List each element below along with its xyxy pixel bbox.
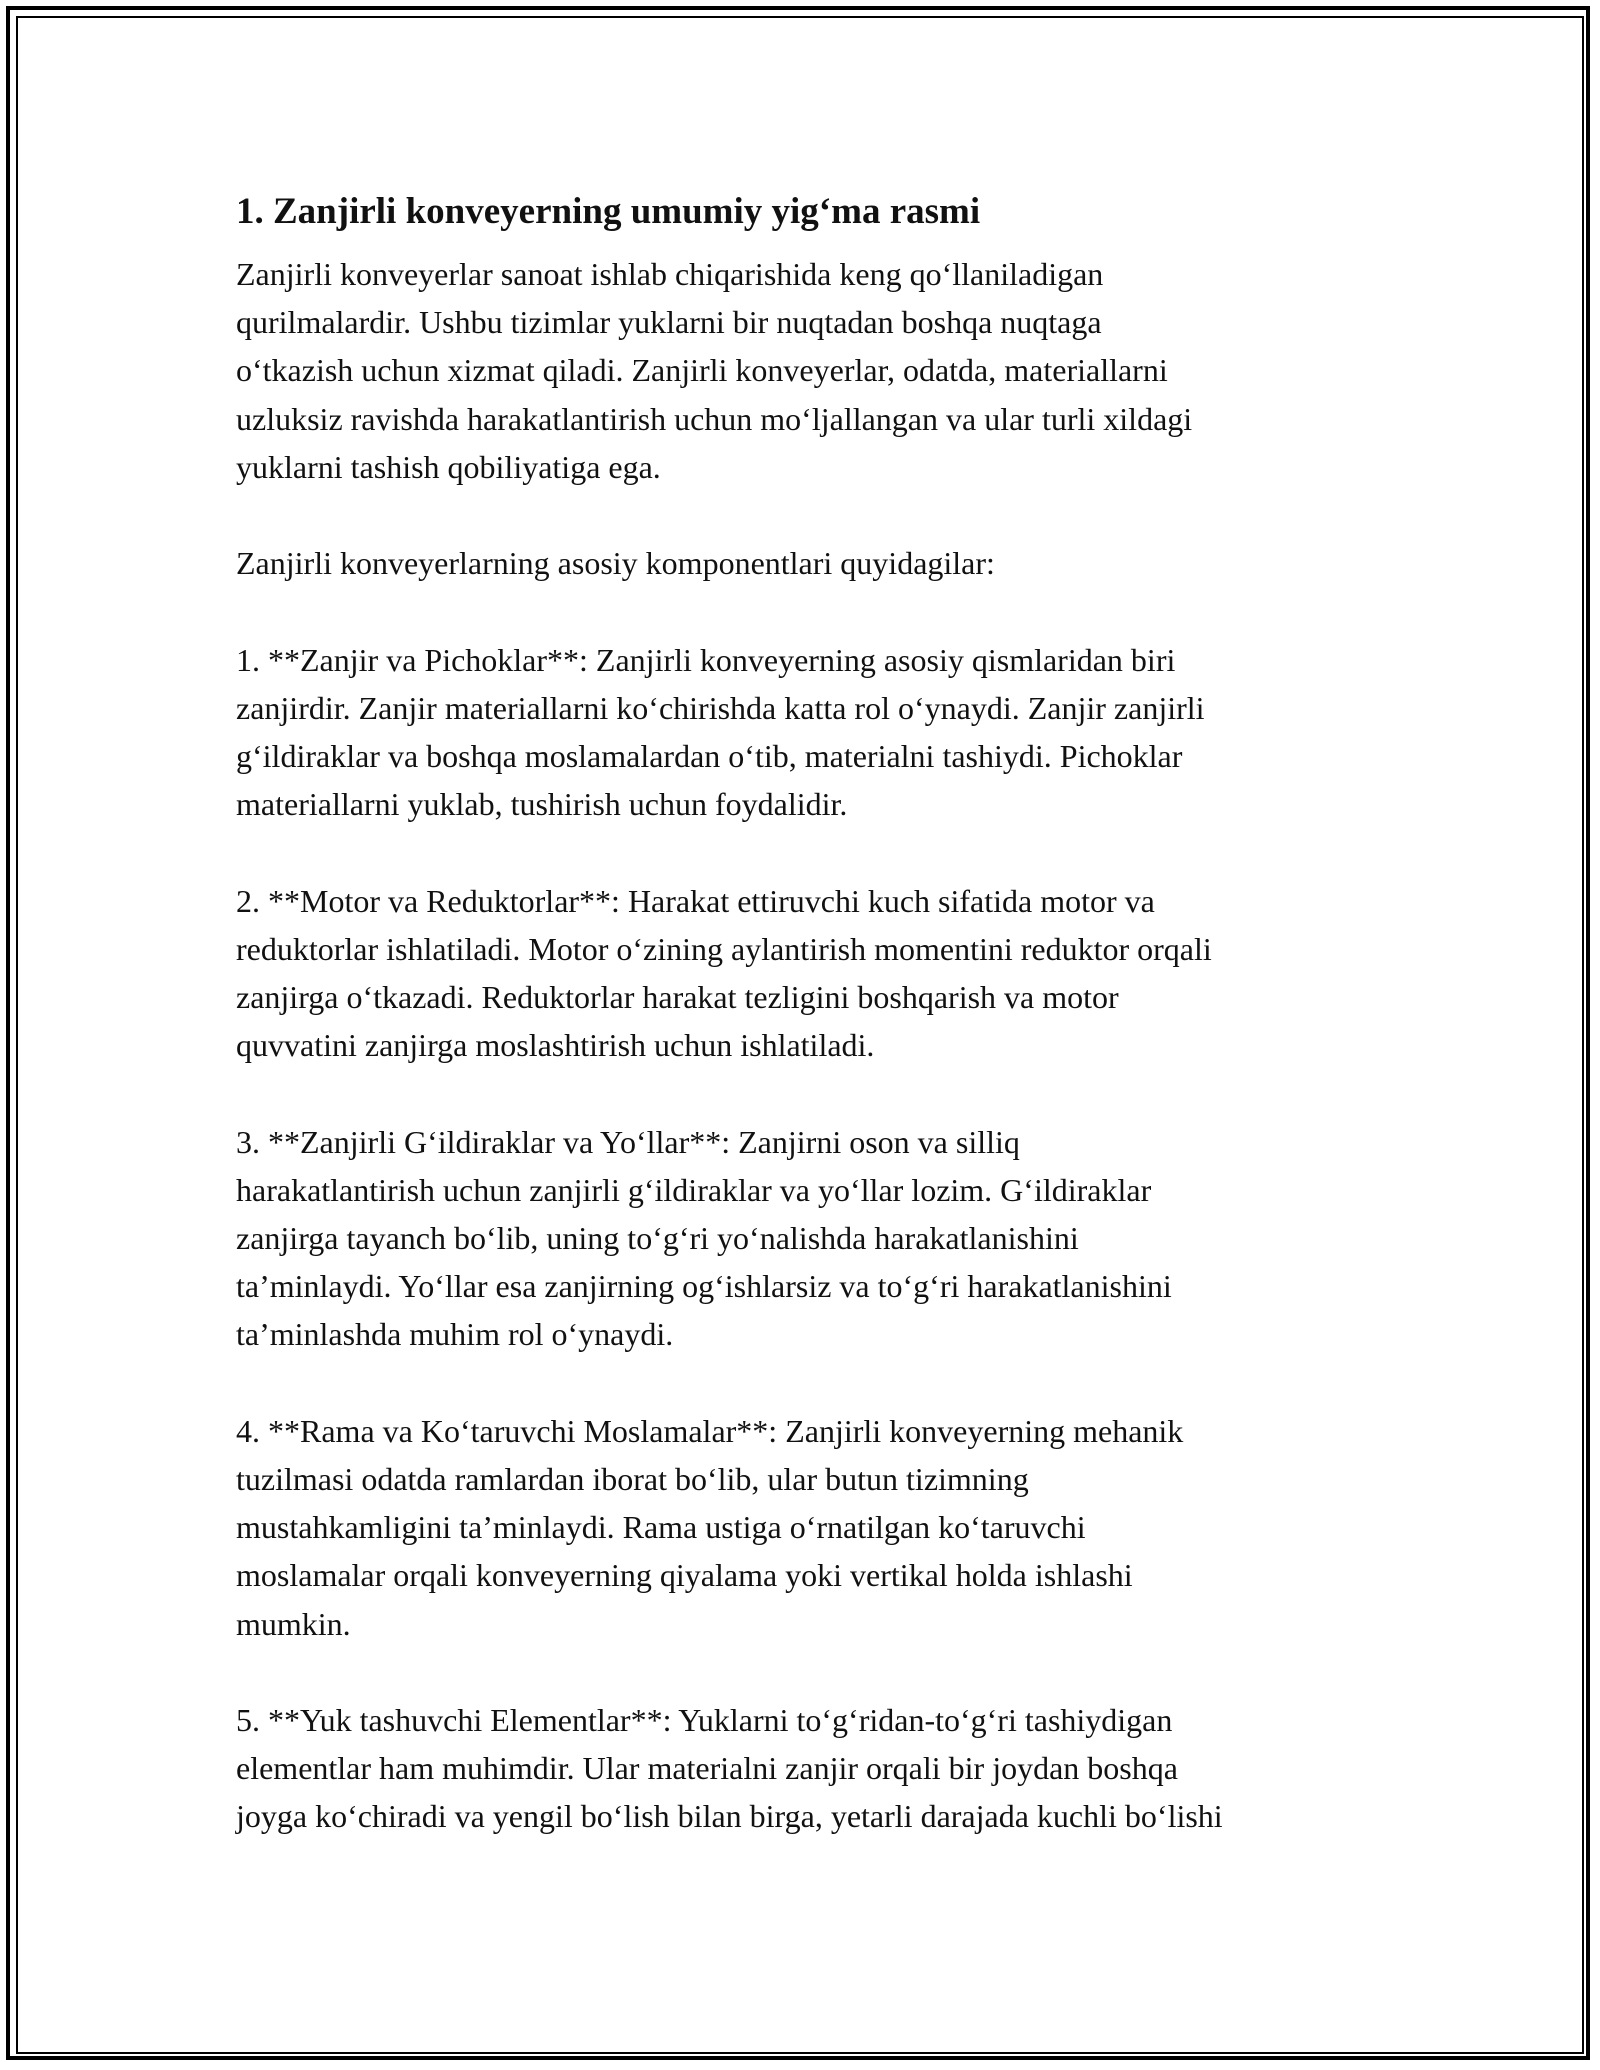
paragraph-line: o‘tkazish uchun xizmat qiladi. Zanjirli konveyerlar, odatda, materiallarni xyxy=(236,352,1168,389)
paragraph-line: reduktorlar ishlatiladi. Motor o‘zining aylantirish momentini reduktor orqali xyxy=(236,930,1212,967)
paragraph-line: zanjirdir. Zanjir materiallarni ko‘chirishda katta rol o‘ynaydi. Zanjir zanjirli xyxy=(236,689,1205,726)
paragraph-line: 1. **Zanjir va Pichoklar**: Zanjirli konveyerning asosiy qismlaridan biri xyxy=(236,641,1176,678)
paragraph-line: 2. **Motor va Reduktorlar**: Harakat ettiruvchi kuch sifatida motor va xyxy=(236,882,1155,919)
paragraph-line: Zanjirli konveyerlar sanoat ishlab chiqarishida keng qo‘llaniladigan xyxy=(236,256,1104,292)
paragraph-line: yuklarni tashish qobiliyatiga ega. xyxy=(236,448,661,485)
section-heading: 1. Zanjirli konveyerning umumiy yig‘ma rasmi xyxy=(236,191,981,232)
paragraph-item-5 xyxy=(236,1696,1386,1841)
paragraph-line: g‘ildiraklar va boshqa moslamalardan o‘tib, materialni tashiydi. Pichoklar xyxy=(236,738,1183,774)
paragraph-line: uzluksiz ravishda harakatlantirish uchun mo‘ljallangan va ular turli xildagi xyxy=(236,400,1193,437)
paragraph-line: zanjirga tayanch bo‘lib, uning to‘g‘ri yo‘nalishda harakatlanishini xyxy=(236,1220,1079,1256)
paragraph-line: Zanjirli konveyerlarning asosiy komponentlari quyidagilar: xyxy=(236,545,995,582)
paragraph-line: ta’minlashda muhim rol o‘ynaydi. xyxy=(236,1316,674,1353)
paragraph-line: quvvatini zanjirga moslashtirish uchun ishlatiladi. xyxy=(236,1027,875,1064)
paragraph-line: moslamalar orqali konveyerning qiyalama yoki vertikal holda ishlashi xyxy=(236,1557,1133,1594)
paragraph-intro xyxy=(236,250,1386,491)
paragraph-line: qurilmalardir. Ushbu tizimlar yuklarni bir nuqtadan boshqa nuqtaga xyxy=(236,304,1102,341)
document-body xyxy=(236,188,1386,1889)
paragraph-line: 3. **Zanjirli G‘ildiraklar va Yo‘llar**: Zanjirni oson va silliq xyxy=(236,1123,1020,1160)
paragraph-line: materiallarni yuklab, tushirish uchun foydalidir. xyxy=(236,786,848,823)
paragraph-line: 4. **Rama va Ko‘taruvchi Moslamalar**: Zanjirli konveyerning mehanik xyxy=(236,1412,1184,1449)
paragraph-line: elementlar ham muhimdir. Ular materialni zanjir orqali bir joydan boshqa xyxy=(236,1750,1178,1787)
paragraph-line: mustahkamligini ta’minlaydi. Rama ustiga o‘rnatilgan ko‘taruvchi xyxy=(236,1509,1086,1546)
paragraph-item-4 xyxy=(236,1407,1386,1648)
paragraph-item-1 xyxy=(236,636,1386,829)
paragraph-line: 5. **Yuk tashuvchi Elementlar**: Yuklarni to‘g‘ridan-to‘g‘ri tashiydigan xyxy=(236,1702,1173,1738)
paragraph-line: zanjirga o‘tkazadi. Reduktorlar harakat tezligini boshqarish va motor xyxy=(236,979,1119,1015)
paragraph-line: tuzilmasi odatda ramlardan iborat bo‘lib, ular butun tizimning xyxy=(236,1461,1029,1497)
paragraph-line: mumkin. xyxy=(236,1605,351,1642)
paragraph-item-3 xyxy=(236,1118,1386,1359)
paragraph-components-intro xyxy=(236,539,1386,587)
paragraph-line: ta’minlaydi. Yo‘llar esa zanjirning og‘ishlarsiz va to‘g‘ri harakatlanishini xyxy=(236,1268,1172,1305)
paragraph-line: harakatlantirish uchun zanjirli g‘ildiraklar va yo‘llar lozim. G‘ildiraklar xyxy=(236,1171,1152,1208)
paragraph-item-2 xyxy=(236,877,1386,1070)
paragraph-line: joyga ko‘chiradi va yengil bo‘lish bilan birga, yetarli darajada kuchli bo‘lishi xyxy=(236,1798,1223,1835)
